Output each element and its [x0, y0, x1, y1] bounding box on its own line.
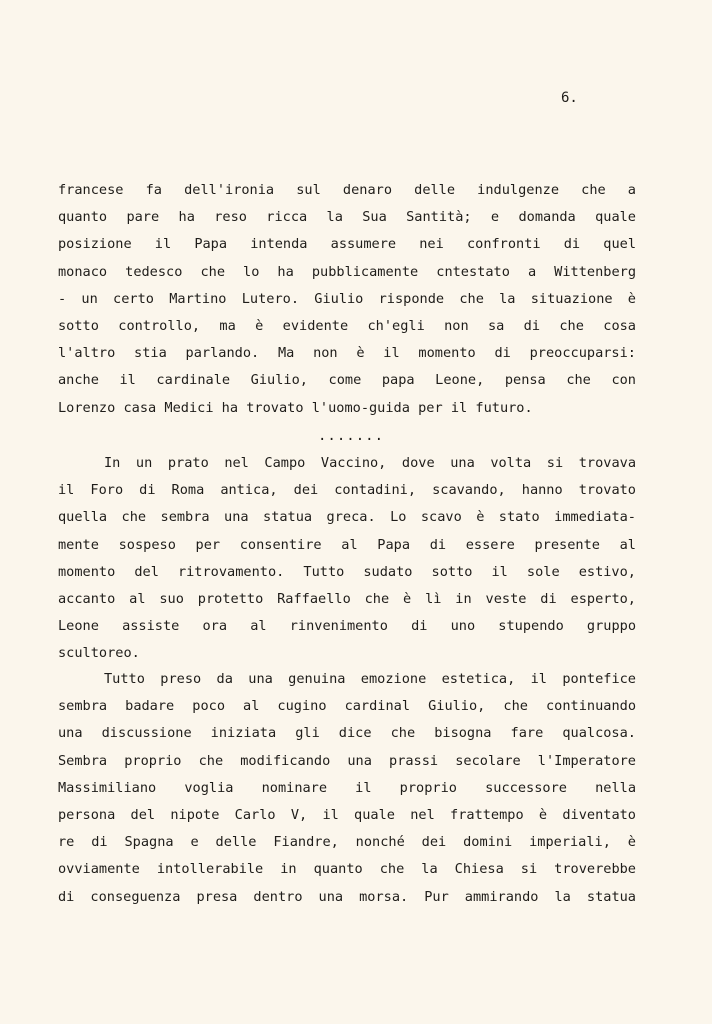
paragraph-1-line: sotto controllo, ma è evidente ch'egli non sa di che cosa — [58, 317, 636, 334]
paragraph-1-line: - un certo Martino Lutero. Giulio risponde che la situazione è — [58, 290, 636, 307]
paragraph-1-line: l'altro stia parlando. Ma non è il momento di preoccuparsi: — [58, 345, 636, 362]
paragraph-2-line: Leone assiste ora al rinvenimento di uno stupendo gruppo — [58, 618, 636, 635]
paragraph-2-line: quella che sembra una statua greca. Lo scavo è stato immediata- — [58, 509, 636, 526]
paragraph-3-line: di conseguenza presa dentro una morsa. Pur ammirando la statua — [58, 888, 636, 905]
paragraph-2-line: momento del ritrovamento. Tutto sudato sotto il sole estivo, — [58, 563, 636, 580]
paragraph-3-line: Massimiliano voglia nominare il proprio successore nella — [58, 779, 636, 796]
paragraph-2 — [58, 450, 636, 668]
paragraph-1-line: posizione il Papa intenda assumere nei confronti di quel — [58, 236, 636, 253]
paragraph-1-line: francese fa dell'ironia sul denaro delle indulgenze che a — [58, 182, 636, 198]
paragraph-3-line: sembra badare poco al cugino cardinal Giulio, che continuando — [58, 698, 636, 715]
paragraph-2-line: mente sospeso per consentire al Papa di essere presente al — [58, 536, 636, 553]
paragraph-1-line: Lorenzo casa Medici ha trovato l'uomo-guida per il futuro. — [58, 399, 533, 416]
paragraph-1-line: quanto pare ha reso ricca la Sua Santità; e domanda quale — [58, 209, 636, 226]
paragraph-1 — [58, 177, 636, 422]
paragraph-2-line: scultoreo. — [58, 645, 140, 662]
paragraph-3-line: una discussione iniziata gli dice che bisogna fare qualcosa. — [58, 725, 636, 742]
paragraph-2-line: In un prato nel Campo Vaccino, dove una volta si trovava — [104, 455, 636, 471]
paragraph-1-line: anche il cardinale Giulio, come papa Leone, pensa che con — [58, 372, 636, 389]
section-separator: ....... — [318, 428, 385, 444]
paragraph-3-line: Tutto preso da una genuina emozione estetica, il pontefice — [104, 671, 636, 687]
paragraph-3-line: re di Spagna e delle Fiandre, nonché dei domini imperiali, è — [58, 834, 636, 851]
paragraph-2-line: accanto al suo protetto Raffaello che è lì in veste di esperto, — [58, 590, 636, 607]
paragraph-3 — [58, 666, 636, 911]
paragraph-3-line: persona del nipote Carlo V, il quale nel frattempo è diventato — [58, 806, 636, 823]
page-number: 6. — [561, 90, 578, 106]
paragraph-3-line: ovviamente intollerabile in quanto che la Chiesa si troverebbe — [58, 861, 636, 878]
paragraph-2-line: il Foro di Roma antica, dei contadini, scavando, hanno trovato — [58, 482, 636, 499]
paragraph-3-line: Sembra proprio che modificando una prassi secolare l'Imperatore — [58, 752, 636, 769]
paragraph-1-line: monaco tedesco che lo ha pubblicamente cntestato a Wittenberg — [58, 263, 636, 280]
